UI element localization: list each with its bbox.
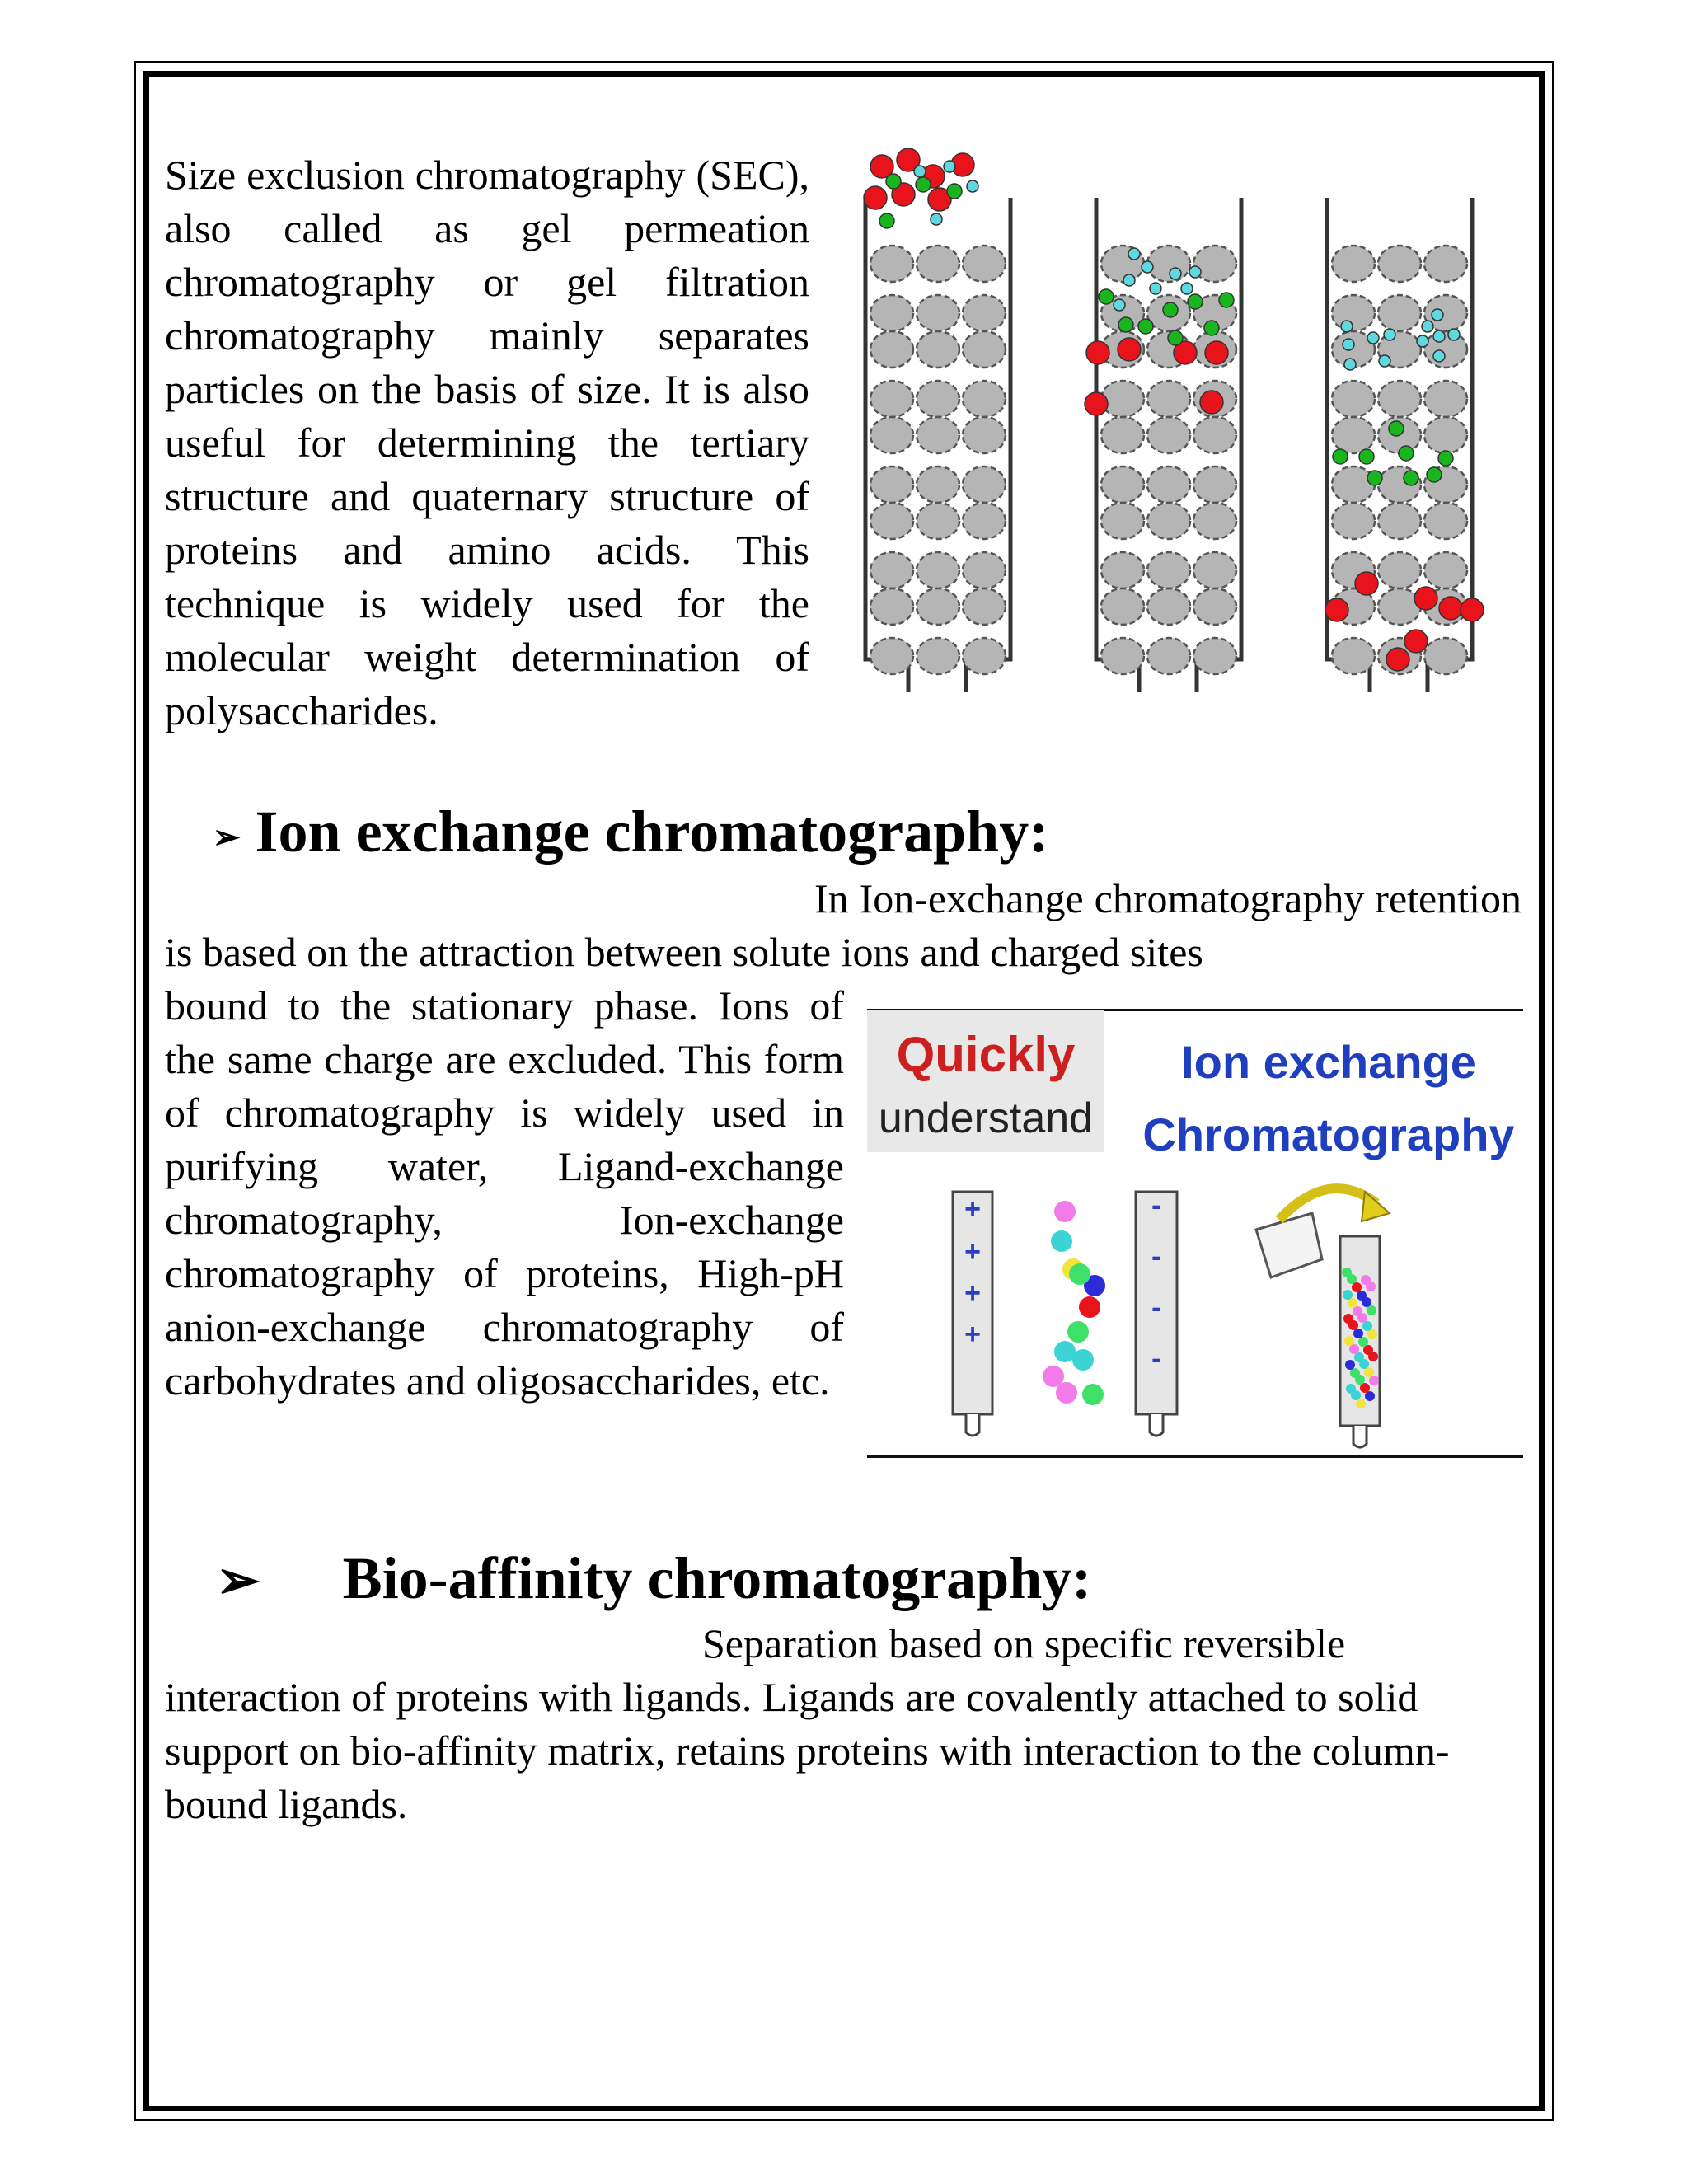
- ion-bead: [1051, 1230, 1072, 1252]
- gel-bead: [870, 246, 913, 282]
- small-molecule: [931, 213, 942, 225]
- gel-bead: [1193, 588, 1236, 625]
- ion-bead: [1072, 1349, 1094, 1371]
- mixed-bead: [1348, 1320, 1358, 1330]
- gel-bead: [1101, 552, 1144, 588]
- figure-title-line2: Chromatography: [1142, 1108, 1515, 1160]
- mixed-bead: [1362, 1297, 1372, 1307]
- ion-bead: [1054, 1201, 1076, 1222]
- small-molecule: [1128, 248, 1140, 260]
- gel-bead: [870, 466, 913, 503]
- gel-bead: [1101, 417, 1144, 453]
- small-molecule: [914, 166, 926, 177]
- gel-bead: [870, 552, 913, 588]
- gel-bead: [1332, 246, 1375, 282]
- gel-bead: [1424, 331, 1467, 368]
- large-molecule: [1200, 391, 1223, 414]
- gel-bead: [1147, 246, 1190, 282]
- positive-sign: +: [964, 1193, 981, 1225]
- mixed-bead: [1362, 1321, 1372, 1331]
- negative-sign: -: [1151, 1239, 1161, 1272]
- mixed-bead: [1358, 1337, 1368, 1347]
- sec-column-2: [1096, 198, 1241, 692]
- small-molecule: [1123, 274, 1135, 286]
- ion-intro-paragraph: [165, 872, 1522, 979]
- ion-bead: [1069, 1263, 1090, 1285]
- gel-bead: [963, 331, 1006, 368]
- small-molecule: [1417, 335, 1428, 347]
- gel-bead: [1193, 417, 1236, 453]
- medium-molecule: [1438, 451, 1453, 466]
- gel-bead: [917, 552, 959, 588]
- positive-sign: +: [964, 1236, 981, 1268]
- gel-bead: [870, 503, 913, 539]
- medium-molecule: [1204, 321, 1219, 335]
- medium-molecule: [1219, 293, 1234, 307]
- ion-bead: [1082, 1384, 1104, 1405]
- positive-sign: +: [964, 1277, 981, 1309]
- mixed-bead: [1352, 1282, 1362, 1292]
- gel-bead: [917, 588, 959, 625]
- gel-bead: [1147, 638, 1190, 674]
- gel-bead: [917, 246, 959, 282]
- negative-sign: -: [1151, 1290, 1161, 1324]
- bio-paragraph: [165, 1617, 1522, 1831]
- large-molecule: [1085, 392, 1108, 415]
- gel-bead: [1193, 503, 1236, 539]
- gel-bead: [1193, 638, 1236, 674]
- mixed-bead: [1355, 1375, 1365, 1385]
- gel-bead: [1147, 552, 1190, 588]
- gel-bead: [917, 381, 959, 417]
- small-molecule: [1142, 261, 1153, 273]
- mixed-bead: [1345, 1360, 1355, 1370]
- small-molecule: [1150, 283, 1161, 294]
- large-molecule: [1355, 572, 1378, 595]
- ion-bead: [1079, 1296, 1100, 1318]
- mixed-bead: [1360, 1383, 1370, 1393]
- gel-bead: [1378, 503, 1421, 539]
- sec-paragraph: Size exclusion chromatography (SEC), also called as gel permeation chromatography or gel filtration chromatography mainly separates particles on the basis of size. It is also useful for determining the tertiary structure and quaternary structure of proteins and amino acids. This technique is widely used for the molecular weight determination of polysaccharides.: [165, 152, 809, 733]
- tube-tip: [1353, 1426, 1367, 1447]
- gel-bead: [963, 638, 1006, 674]
- mixed-bead: [1351, 1390, 1361, 1400]
- sec-column-1: [865, 198, 1010, 692]
- large-molecule: [864, 186, 887, 209]
- gel-bead: [1424, 417, 1467, 453]
- gel-bead: [963, 503, 1006, 539]
- gel-bead: [1332, 466, 1375, 503]
- small-molecule: [1384, 329, 1395, 340]
- medium-molecule: [1163, 302, 1178, 317]
- gel-bead: [917, 417, 959, 453]
- large-molecule: [1439, 597, 1462, 620]
- mixed-bead: [1343, 1290, 1353, 1300]
- bio-paragraph-lead: Separation based on specific reversible: [702, 1620, 1346, 1666]
- mixed-bead: [1368, 1352, 1378, 1361]
- gel-bead: [1424, 246, 1467, 282]
- gel-bead: [963, 466, 1006, 503]
- medium-molecule: [1389, 421, 1404, 436]
- bio-affinity-heading: ➢ Bio-affinity chromatography:: [216, 1545, 1092, 1611]
- gel-bead: [1101, 381, 1144, 417]
- medium-molecule: [886, 174, 901, 189]
- gel-bead: [1378, 381, 1421, 417]
- badge-quickly: Quickly: [896, 1027, 1076, 1082]
- mixed-bead: [1353, 1329, 1363, 1338]
- tube-tip: [966, 1414, 979, 1436]
- mixed-bead: [1349, 1344, 1359, 1354]
- gel-bead: [1378, 552, 1421, 588]
- small-molecule: [1114, 299, 1125, 311]
- gel-bead: [1378, 295, 1421, 331]
- gel-bead: [1424, 381, 1467, 417]
- gel-bead: [1147, 503, 1190, 539]
- small-molecule: [944, 161, 955, 172]
- curved-arrow-head: [1362, 1192, 1390, 1221]
- medium-molecule: [1404, 471, 1418, 485]
- gel-bead: [917, 466, 959, 503]
- arrowhead-bullet-icon: ➢: [216, 1551, 260, 1610]
- small-molecule: [1367, 332, 1379, 344]
- medium-molecule: [947, 184, 962, 199]
- gel-bead: [963, 552, 1006, 588]
- mixed-bead: [1357, 1313, 1367, 1323]
- mixed-bead: [1367, 1305, 1376, 1315]
- small-molecule: [1341, 321, 1353, 332]
- gel-bead: [1424, 638, 1467, 674]
- sec-column-diagram: [857, 148, 1517, 692]
- medium-molecule: [1099, 289, 1114, 304]
- gel-bead: [1193, 552, 1236, 588]
- medium-molecule: [1138, 319, 1153, 334]
- large-molecule: [1414, 587, 1437, 610]
- mixed-bead: [1344, 1336, 1354, 1346]
- medium-molecule: [1118, 317, 1133, 332]
- gel-bead: [870, 381, 913, 417]
- gel-bead: [1147, 466, 1190, 503]
- medium-molecule: [1427, 467, 1442, 482]
- small-molecule: [1189, 266, 1201, 278]
- gel-bead: [917, 638, 959, 674]
- large-molecule: [1404, 630, 1428, 653]
- gel-bead: [870, 588, 913, 625]
- gel-bead: [1332, 638, 1375, 674]
- gel-bead: [1101, 638, 1144, 674]
- small-molecule: [1432, 309, 1443, 321]
- mixed-bead: [1348, 1298, 1357, 1308]
- mixed-bead: [1364, 1367, 1374, 1377]
- figure-title-line1: Ion exchange: [1181, 1036, 1476, 1088]
- gel-bead: [1147, 588, 1190, 625]
- badge-understand: understand: [878, 1094, 1094, 1142]
- gel-bead: [870, 417, 913, 453]
- gel-bead: [1378, 588, 1421, 625]
- small-molecule: [1170, 268, 1181, 279]
- medium-molecule: [1168, 330, 1183, 345]
- ion-bead: [1056, 1382, 1077, 1404]
- gel-bead: [1101, 466, 1144, 503]
- large-molecule: [1461, 598, 1484, 621]
- small-molecule: [1433, 330, 1445, 342]
- negative-sign: -: [1151, 1341, 1161, 1375]
- cation-exchange-tube: [953, 1192, 992, 1436]
- small-molecule: [1422, 321, 1433, 332]
- gel-bead: [1193, 466, 1236, 503]
- medium-molecule: [1367, 471, 1382, 485]
- ion-exchange-figure: [867, 997, 1526, 1467]
- small-molecule: [1448, 329, 1460, 340]
- large-molecule: [1086, 341, 1109, 364]
- large-molecule: [1386, 648, 1409, 671]
- negative-sign: -: [1151, 1188, 1161, 1221]
- mixed-bead: [1359, 1359, 1369, 1369]
- mixed-bead: [1367, 1329, 1377, 1339]
- gel-bead: [1147, 381, 1190, 417]
- mixed-bead: [1365, 1391, 1375, 1401]
- gel-bead: [1424, 503, 1467, 539]
- gel-bead: [963, 588, 1006, 625]
- gel-bead: [917, 331, 959, 368]
- small-molecule: [1379, 355, 1390, 367]
- gel-bead: [1101, 503, 1144, 539]
- gel-bead: [963, 295, 1006, 331]
- gel-bead: [1378, 246, 1421, 282]
- gel-bead: [917, 503, 959, 539]
- gel-bead: [963, 381, 1006, 417]
- large-molecule: [1205, 341, 1228, 364]
- gel-bead: [1193, 246, 1236, 282]
- arrowhead-bullet-icon: ➢: [213, 818, 241, 856]
- small-molecule: [1344, 359, 1356, 370]
- gel-bead: [1332, 381, 1375, 417]
- medium-molecule: [916, 177, 931, 192]
- mixed-bead: [1369, 1376, 1379, 1385]
- medium-molecule: [1188, 294, 1203, 309]
- ion-exchange-heading: ➢ Ion exchange chromatography:: [213, 799, 1049, 865]
- medium-molecule: [1399, 446, 1414, 461]
- medium-molecule: [879, 213, 894, 228]
- ion-bead: [1067, 1321, 1089, 1343]
- mixed-bead: [1347, 1274, 1357, 1284]
- ion-intro-text: In Ion-exchange chromatography retention is based on the attraction between solute ions and charged sites: [165, 875, 1522, 975]
- positive-sign: +: [964, 1319, 981, 1350]
- large-molecule: [1325, 598, 1348, 621]
- gel-bead: [1332, 295, 1375, 331]
- small-molecule: [967, 180, 978, 192]
- small-molecule: [1433, 350, 1445, 362]
- large-molecule: [1118, 338, 1141, 361]
- gel-bead: [1147, 417, 1190, 453]
- medium-molecule: [1359, 449, 1374, 464]
- small-molecule: [1181, 283, 1193, 294]
- gel-bead: [1101, 588, 1144, 625]
- mixed-bead: [1366, 1282, 1376, 1291]
- bio-paragraph-rest: interaction of proteins with ligands. Ligands are covalently attached to solid support on bio-affinity matrix, retains proteins with interaction to the column-bound ligands.: [165, 1674, 1450, 1827]
- medium-molecule: [1333, 449, 1348, 464]
- gel-bead: [917, 295, 959, 331]
- gel-bead: [1332, 417, 1375, 453]
- gel-bead: [870, 638, 913, 674]
- gel-bead: [1424, 552, 1467, 588]
- tube-tip: [1150, 1414, 1163, 1436]
- beaker-icon: [1256, 1213, 1322, 1277]
- gel-bead: [870, 331, 913, 368]
- gel-bead: [963, 417, 1006, 453]
- gel-bead: [870, 295, 913, 331]
- ion-paragraph: bound to the stationary phase. Ions of the same charge are excluded. This form of chromatography is widely used in purifying water, Ligand-exchange chromatography, Ion-exchange chromatography of proteins, High-pH anion-exchange chromatography of carbohydrates and oligosaccharides, etc.: [165, 982, 844, 1404]
- gel-bead: [1332, 503, 1375, 539]
- gel-bead: [963, 246, 1006, 282]
- small-molecule: [1343, 339, 1354, 350]
- mixed-bead: [1356, 1399, 1366, 1408]
